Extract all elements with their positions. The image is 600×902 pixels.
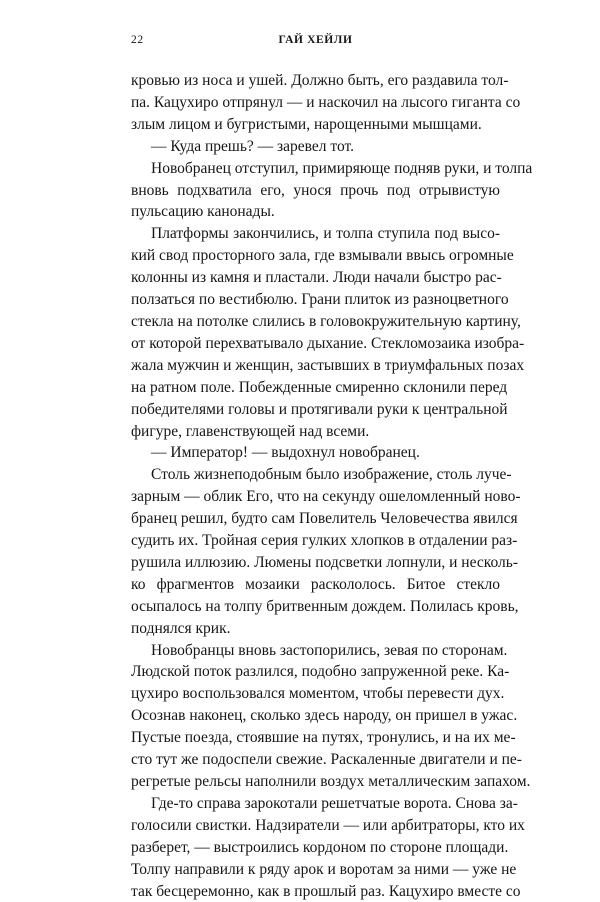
text-line: бранец решил, будто сам Повелитель Человечества явился	[131, 510, 518, 528]
text-line: регретые рельсы наполнили воздух металлическим запахом.	[131, 773, 531, 790]
text-line: Толпу направили к ряду арок и воротам за ними — уже не	[131, 860, 517, 878]
paragraph	[131, 70, 521, 136]
body-text	[131, 70, 533, 902]
text-line: осыпалось на толпу бритвенным дождем. Полилась кровь,	[131, 597, 519, 615]
paragraph	[131, 793, 525, 902]
text-line: разберет, — выстроились кордоном по стороне площади.	[131, 838, 509, 856]
text-line: ко фрагментов мозаики раскололось. Битое стекло	[131, 575, 500, 593]
text-line: голосили свистки. Надзиратели — или арбитраторы, кто их	[131, 816, 525, 834]
text-line: жала мужчин и женщин, застывших в триумфальных позах	[131, 356, 525, 374]
text-line: пульсацию канонады.	[131, 203, 275, 221]
running-title: ГАЙ ХЕЙЛИ	[278, 34, 353, 46]
text-line: сто тут же подоспели свежие. Раскаленные двигатели и пе-	[131, 751, 522, 769]
text-line: — Император! — выдохнул новобранец.	[151, 444, 420, 462]
text-line: Людской поток разлился, подобно запруженной реке. Ка-	[131, 663, 510, 681]
paragraph	[131, 136, 500, 158]
text-line: Осознав наконец, сколько здесь народу, он пришел в ужас.	[131, 707, 518, 725]
text-line: Новобранцы вновь застопорились, зевая по сторонам.	[151, 641, 508, 659]
text-line: ползаться по вестибюлю. Грани плиток из разноцветного	[131, 291, 509, 309]
text-line: злым лицом и бугристыми, нарощенными мышцами.	[131, 115, 482, 133]
text-line: зарным — облик Его, что на секунду ошеломленный ново-	[131, 488, 521, 506]
page-header	[131, 34, 500, 48]
text-line: победителями головы и протягивали руки к центральной	[131, 400, 508, 418]
text-line: кий свод просторного зала, где взмывали ввысь огромные	[131, 247, 514, 265]
text-line: Платформы закончились, и толпа ступила под высо-	[151, 225, 500, 243]
text-line: кровью из носа и ушей. Должно быть, его раздавила тол-	[131, 72, 509, 89]
text-line: Пустые поезда, стоявшие на путях, тронулись, и на их ме-	[131, 729, 516, 747]
text-line: стекла на потолке слились в головокружительную картину,	[131, 312, 521, 330]
text-line: па. Кацухиро отпрянул — и наскочил на лысого гиганта со	[131, 93, 521, 111]
text-line: фигуре, главенствующей над всеми.	[131, 422, 370, 440]
text-line: на ратном поле. Побежденные смиренно склонили перед	[131, 378, 508, 396]
paragraph	[131, 442, 500, 464]
text-line: Новобранец отступил, примиряюще подняв руки, и толпа	[151, 159, 533, 177]
paragraph	[131, 640, 531, 793]
text-line: поднялся крик.	[131, 619, 231, 637]
text-line: цухиро воспользовался моментом, чтобы перевести дух.	[131, 685, 505, 703]
text-line: Где-то справа зарокотали решетчатые ворота. Снова за-	[151, 794, 518, 812]
text-line: рушила иллюзию. Люмены подсветки лопнули, и несколь-	[131, 553, 519, 571]
text-line: от которой перехватывало дыхание. Стекломозаика изобра-	[131, 334, 525, 352]
page-number: 22	[131, 34, 144, 46]
text-line: — Куда прешь? — заревел тот.	[151, 137, 354, 155]
text-line: колонны из камня и пластали. Люди начали быстро рас-	[131, 269, 502, 287]
text-line: судить их. Тройная серия гулких хлопков в отдалении раз-	[131, 532, 518, 550]
text-line: вновь подхватила его, унося прочь под отрывистую	[131, 181, 500, 199]
paragraph	[131, 223, 525, 442]
text-line: так бесцеремонно, как в прошлый раз. Кацухиро вместе со	[131, 882, 521, 900]
paragraph	[131, 158, 533, 224]
paragraph	[131, 464, 521, 639]
text-line: Столь жизнеподобным было изображение, столь луче-	[151, 466, 512, 484]
